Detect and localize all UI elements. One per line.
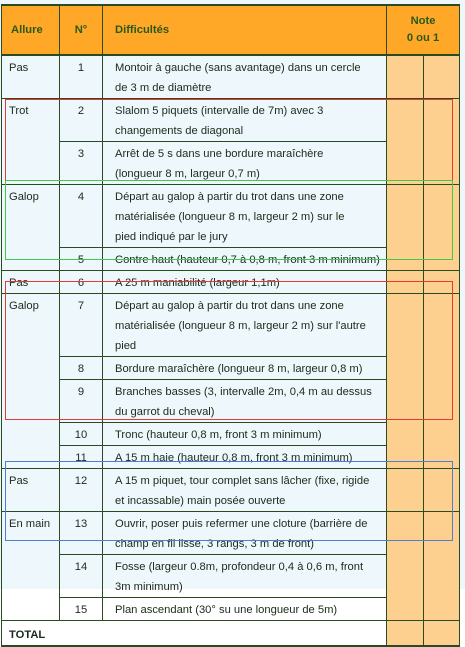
- table-row: [2, 512, 460, 555]
- note-cell[interactable]: [387, 248, 424, 271]
- row-difficulty: [103, 555, 387, 598]
- difficulty-line: A 25 m maniabilité (largeur 1,1m): [115, 277, 280, 289]
- row-difficulty: [103, 512, 387, 555]
- table-row: [2, 248, 460, 271]
- header-note-line1: Note: [410, 15, 436, 27]
- header-difficultes: Difficultés: [103, 5, 387, 55]
- row-allure: En main: [2, 512, 60, 555]
- difficulty-line: Contre haut (hauteur 0,7 à 0,8 m, front 3 m minimum): [115, 254, 380, 266]
- note-cell[interactable]: [424, 142, 460, 185]
- note-cell[interactable]: [387, 294, 424, 357]
- row-allure: Trot: [2, 99, 60, 142]
- note-cell[interactable]: [387, 598, 424, 621]
- row-allure: [2, 446, 60, 469]
- row-difficulty: [103, 99, 387, 142]
- table-body: [2, 55, 460, 646]
- difficulty-line: Plan ascendant (30° su une longueur de 5m): [115, 604, 338, 616]
- row-number: 5: [60, 248, 103, 271]
- row-allure: Pas: [2, 55, 60, 99]
- table-row: [2, 446, 460, 469]
- header-note-line2: 0 ou 1: [406, 32, 440, 44]
- note-cell[interactable]: [424, 446, 460, 469]
- row-allure: [2, 357, 60, 380]
- row-allure: Pas: [2, 469, 60, 512]
- row-number: 15: [60, 598, 103, 621]
- note-cell[interactable]: [424, 380, 460, 423]
- difficulty-line: Tronc (hauteur 0,8 m, front 3 m minimum): [115, 429, 322, 441]
- row-difficulty: [103, 185, 387, 248]
- difficulty-table: [1, 4, 460, 647]
- row-allure: Pas: [2, 271, 60, 294]
- row-number: 3: [60, 142, 103, 185]
- note-cell[interactable]: [387, 357, 424, 380]
- table-row: [2, 469, 460, 512]
- table-row: [2, 99, 460, 142]
- note-cell[interactable]: [387, 185, 424, 248]
- difficulty-line: Arrêt de 5 s dans une bordure maraîchère: [115, 148, 324, 160]
- difficulty-line: et incassable) main posée ouverte: [115, 495, 286, 507]
- total-note-cell-2[interactable]: [424, 621, 460, 647]
- row-allure: Galop: [2, 294, 60, 357]
- note-cell[interactable]: [424, 555, 460, 598]
- note-cell[interactable]: [387, 142, 424, 185]
- table-row: [2, 423, 460, 446]
- difficulty-line: Slalom 5 piquets (intervalle de 7m) avec 3: [115, 105, 324, 117]
- header-allure: Allure: [2, 5, 60, 55]
- difficulty-line: A 15 m piquet, tour complet sans lâcher (fixe, rigide: [115, 475, 370, 487]
- difficulty-line: 3m minimum): [115, 581, 183, 593]
- note-cell[interactable]: [424, 55, 460, 99]
- table-row: [2, 598, 460, 621]
- difficulty-line: (longueur 8 m, largeur 0,7 m): [115, 168, 260, 180]
- note-cell[interactable]: [424, 512, 460, 555]
- difficulty-line: Montoir à gauche (sans avantage) dans un cercle: [115, 62, 361, 74]
- row-allure: [2, 598, 60, 621]
- row-allure: [2, 555, 60, 598]
- table-row: [2, 142, 460, 185]
- row-difficulty: [103, 294, 387, 357]
- row-difficulty: [103, 446, 387, 469]
- table-row: [2, 357, 460, 380]
- row-allure: [2, 423, 60, 446]
- row-number: 9: [60, 380, 103, 423]
- note-cell[interactable]: [424, 423, 460, 446]
- note-cell[interactable]: [387, 271, 424, 294]
- row-number: 12: [60, 469, 103, 512]
- note-cell[interactable]: [387, 55, 424, 99]
- row-difficulty: [103, 271, 387, 294]
- note-cell[interactable]: [424, 357, 460, 380]
- note-cell[interactable]: [424, 248, 460, 271]
- row-number: 2: [60, 99, 103, 142]
- note-cell[interactable]: [387, 555, 424, 598]
- note-cell[interactable]: [424, 469, 460, 512]
- note-cell[interactable]: [424, 99, 460, 142]
- difficulty-line: Branches basses (3, intervalle 2m, 0,4 m au dessus: [115, 386, 372, 398]
- total-note-cell-1[interactable]: [387, 621, 424, 647]
- total-label: TOTAL: [2, 621, 387, 647]
- row-difficulty: [103, 380, 387, 423]
- row-number: 4: [60, 185, 103, 248]
- row-allure: [2, 142, 60, 185]
- header-note: [387, 5, 460, 55]
- note-cell[interactable]: [424, 271, 460, 294]
- row-allure: Galop: [2, 185, 60, 248]
- row-number: 6: [60, 271, 103, 294]
- row-number: 10: [60, 423, 103, 446]
- difficulty-line: du garrot du cheval): [115, 406, 215, 418]
- note-cell[interactable]: [387, 512, 424, 555]
- row-difficulty: [103, 142, 387, 185]
- note-cell[interactable]: [387, 99, 424, 142]
- note-cell[interactable]: [424, 185, 460, 248]
- note-cell[interactable]: [387, 380, 424, 423]
- row-allure: [2, 380, 60, 423]
- difficulty-line: pied indiqué par le jury: [115, 231, 228, 243]
- row-number: 7: [60, 294, 103, 357]
- difficulty-line: Fosse (largeur 0.8m, profondeur 0,4 à 0,6 m, front: [115, 561, 364, 573]
- table-row: [2, 271, 460, 294]
- total-row: [2, 621, 460, 647]
- row-number: 13: [60, 512, 103, 555]
- row-number: 14: [60, 555, 103, 598]
- row-number: 1: [60, 55, 103, 99]
- difficulty-line: Bordure maraîchère (longueur 8 m, largeur 0,8 m): [115, 363, 363, 375]
- row-difficulty: [103, 423, 387, 446]
- difficulty-line: Départ au galop à partir du trot dans une zone: [115, 191, 344, 203]
- row-difficulty: [103, 469, 387, 512]
- table-row: [2, 185, 460, 248]
- table-row: [2, 555, 460, 598]
- difficulty-line: matérialisée (longueur 8 m, largeur 2 m) sur l'autre pied: [115, 320, 366, 352]
- note-cell[interactable]: [387, 423, 424, 446]
- table-row: [2, 55, 460, 99]
- note-cell[interactable]: [387, 469, 424, 512]
- row-difficulty: [103, 55, 387, 99]
- difficulty-line: champ en fil lisse, 3 rangs, 3 m de front): [115, 538, 314, 550]
- difficulty-line: Départ au galop à partir du trot dans une zone: [115, 300, 344, 312]
- note-cell[interactable]: [424, 598, 460, 621]
- header-num: N°: [60, 5, 103, 55]
- row-difficulty: [103, 357, 387, 380]
- difficulty-line: matérialisée (longueur 8 m, largeur 2 m) sur le: [115, 211, 345, 223]
- difficulty-line: changements de diagonal: [115, 125, 244, 137]
- table-row: [2, 294, 460, 357]
- difficulty-line: de 3 m de diamètre: [115, 82, 212, 94]
- row-allure: [2, 248, 60, 271]
- row-difficulty: [103, 598, 387, 621]
- difficulty-line: A 15 m haie (hauteur 0,8 m, front 3 m minimum): [115, 452, 353, 464]
- note-cell[interactable]: [387, 446, 424, 469]
- row-difficulty: [103, 248, 387, 271]
- table-row: [2, 380, 460, 423]
- difficulty-line: Ouvrir, poser puis refermer une cloture (barrière de: [115, 518, 368, 530]
- table-header-row: [2, 5, 460, 55]
- note-cell[interactable]: [424, 294, 460, 357]
- row-number: 8: [60, 357, 103, 380]
- row-number: 11: [60, 446, 103, 469]
